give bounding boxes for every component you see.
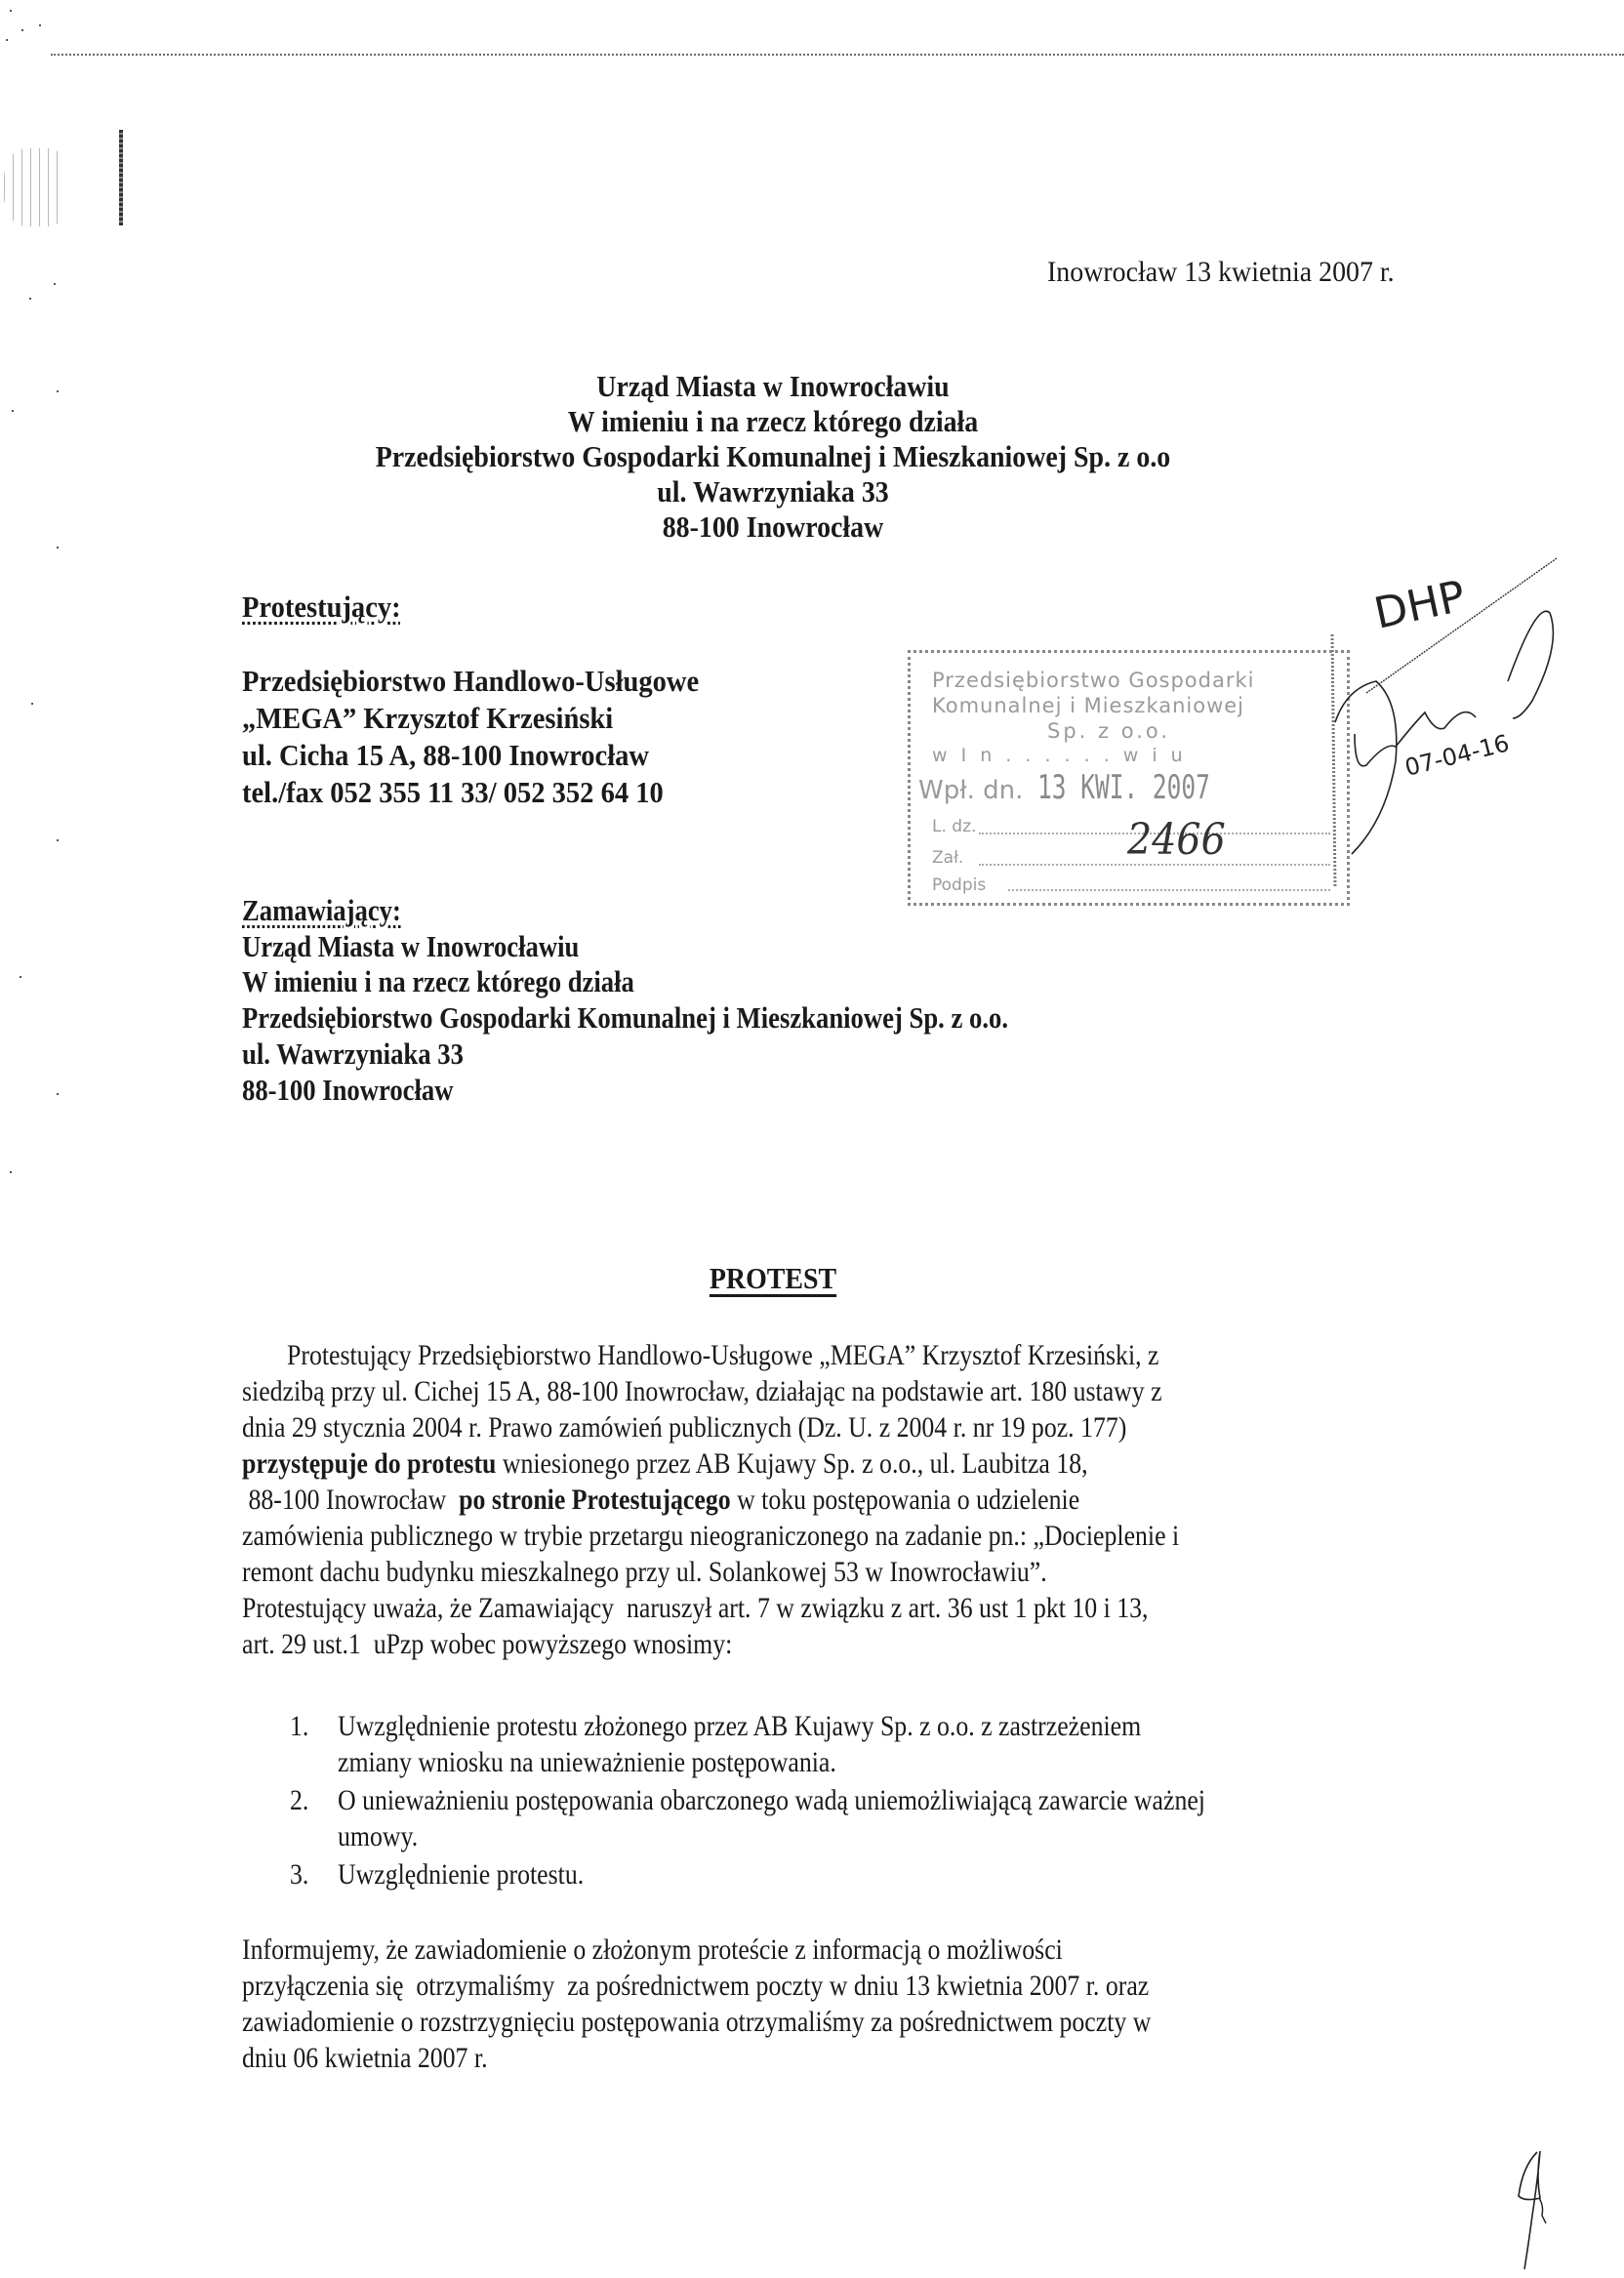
stamp-ref-label: L. dz. xyxy=(932,817,977,836)
protestujacy-line: Przedsiębiorstwo Handlowo-Usługowe xyxy=(242,664,700,698)
body-line: art. 29 ust.1 uPzp wobec powyższego wnosimy: xyxy=(242,1628,733,1660)
handwritten-stroke xyxy=(1539,2198,1546,2223)
scan-punch-hole-artifact xyxy=(4,148,59,226)
scan-speck xyxy=(20,976,21,978)
body-line: remont dachu budynku mieszkalnego przy ul. Solankowej 53 w Inowrocławiu”. xyxy=(242,1556,1047,1588)
body-text: wniesionego przez AB Kujawy Sp. z o.o., ul. Laubitza 18, xyxy=(496,1447,1088,1480)
list-number: 2. xyxy=(290,1784,309,1816)
list-item-text: umowy. xyxy=(338,1820,419,1852)
registry-stamp xyxy=(908,650,1350,906)
stamp-received-date: 13 KWI. 2007 xyxy=(1037,768,1210,807)
handwritten-stroke xyxy=(1508,611,1553,718)
document-title: PROTEST xyxy=(709,1261,837,1295)
list-number: 3. xyxy=(290,1858,309,1891)
closing-line: dniu 06 kwietnia 2007 r. xyxy=(242,2042,488,2074)
list-item-text: O unieważnieniu postępowania obarczonego wadą uniemożliwiającą zawarcie ważnej xyxy=(338,1784,1205,1816)
body-text: w toku postępowania o udzielenie xyxy=(730,1484,1080,1516)
zamawiajacy-line: ul. Wawrzyniaka 33 xyxy=(242,1037,464,1071)
scan-speck xyxy=(6,39,8,41)
handwritten-initials: DHP xyxy=(1369,571,1470,639)
handwritten-signature xyxy=(1327,527,1620,898)
scan-speck xyxy=(21,29,23,31)
body-emphasis: przystępuje do protestu xyxy=(242,1447,497,1480)
stamp-line: w I n . . . . . . w i u xyxy=(932,745,1187,766)
stamp-received-label: Wpł. dn. xyxy=(918,776,1024,805)
list-number: 1. xyxy=(290,1710,309,1742)
scan-speck xyxy=(57,1093,59,1095)
handwritten-stroke xyxy=(1335,681,1397,854)
handwritten-page-number xyxy=(1503,2137,1581,2274)
body-line: siedzibą przy ul. Cichej 15 A, 88-100 Inowrocław, działając na podstawie art. 180 ustawy z xyxy=(242,1375,1162,1407)
protestujacy-line: „MEGA” Krzysztof Krzesiński xyxy=(242,701,614,735)
scan-speck xyxy=(10,10,12,12)
stamp-dotted-line xyxy=(1008,889,1330,891)
body-line xyxy=(242,1484,1079,1517)
scan-binder-mark xyxy=(119,130,123,225)
list-item-text: zmiany wniosku na unieważnienie postępowania. xyxy=(338,1746,836,1778)
scan-edge-line xyxy=(51,54,1624,56)
body-line: Protestujący uważa, że Zamawiający naruszył art. 7 w związku z art. 36 ust 1 pkt 10 i 13, xyxy=(242,1592,1149,1624)
handwritten-date: 07-04-16 xyxy=(1401,729,1513,782)
list-item-text: Uwzględnienie protestu złożonego przez AB Kujawy Sp. z o.o. z zastrzeżeniem xyxy=(338,1710,1142,1742)
stamp-attachments-label: Zał. xyxy=(932,848,964,868)
scan-speck xyxy=(57,839,59,841)
protestujacy-label: Protestujący: xyxy=(242,590,401,624)
stamp-line: Sp. z o.o. xyxy=(1047,719,1171,743)
scan-speck xyxy=(39,24,41,26)
zamawiajacy-line: W imieniu i na rzecz którego działa xyxy=(242,964,634,998)
closing-line: Informujemy, że zawiadomienie o złożonym proteście z informacją o możliwości xyxy=(242,1933,1063,1966)
handwritten-ref-number: 2466 xyxy=(1127,815,1226,865)
addressee-line: Urząd Miasta w Inowrocławiu xyxy=(596,369,950,403)
body-emphasis: po stronie Protestującego xyxy=(459,1484,731,1516)
stamp-line: Przedsiębiorstwo Gospodarki xyxy=(932,669,1255,692)
scan-speck xyxy=(10,1171,12,1173)
addressee-line: ul. Wawrzyniaka 33 xyxy=(657,474,889,508)
body-line xyxy=(242,1447,1088,1481)
zamawiajacy-label: Zamawiający: xyxy=(242,893,401,927)
zamawiajacy-line: Przedsiębiorstwo Gospodarki Komunalnej i Mieszkaniowej Sp. z o.o. xyxy=(242,1000,1008,1035)
stamp-signature-label: Podpis xyxy=(932,875,987,895)
addressee-line: 88-100 Inowrocław xyxy=(662,509,884,544)
scan-speck xyxy=(54,283,56,285)
scan-edge-mark xyxy=(1332,634,1335,888)
body-line: zamówienia publicznego w trybie przetargu nieograniczonego na zadanie pn.: „Docieplenie i xyxy=(242,1520,1180,1552)
scan-speck xyxy=(29,298,31,300)
protestujacy-line: tel./fax 052 355 11 33/ 052 352 64 10 xyxy=(242,775,664,809)
scan-speck xyxy=(57,547,59,549)
stamp-line: Komunalnej i Mieszkaniowej xyxy=(932,694,1245,717)
zamawiajacy-line: Urząd Miasta w Inowrocławiu xyxy=(242,929,580,963)
document-date: Inowrocław 13 kwietnia 2007 r. xyxy=(1047,256,1395,288)
body-line: Protestujący Przedsiębiorstwo Handlowo-Usługowe „MEGA” Krzysztof Krzesiński, z xyxy=(287,1339,1159,1371)
scan-speck xyxy=(31,703,33,705)
list-item-text: Uwzględnienie protestu. xyxy=(338,1858,585,1891)
closing-line: przyłączenia się otrzymaliśmy za pośrednictwem poczty w dniu 13 kwietnia 2007 r. oraz xyxy=(242,1970,1150,2002)
addressee-line: W imieniu i na rzecz którego działa xyxy=(567,404,979,438)
handwritten-stroke xyxy=(1519,2151,1540,2269)
zamawiajacy-line: 88-100 Inowrocław xyxy=(242,1073,454,1107)
closing-line: zawiadomienie o rozstrzygnięciu postępowania otrzymaliśmy za pośrednictwem poczty w xyxy=(242,2006,1152,2038)
body-text: 88-100 Inowrocław xyxy=(242,1484,460,1516)
protestujacy-line: ul. Cicha 15 A, 88-100 Inowrocław xyxy=(242,738,650,772)
body-line: dnia 29 stycznia 2004 r. Prawo zamówień publicznych (Dz. U. z 2004 r. nr 19 poz. 177) xyxy=(242,1411,1127,1444)
addressee-line: Przedsiębiorstwo Gospodarki Komunalnej i Mieszkaniowej Sp. z o.o xyxy=(375,439,1171,473)
